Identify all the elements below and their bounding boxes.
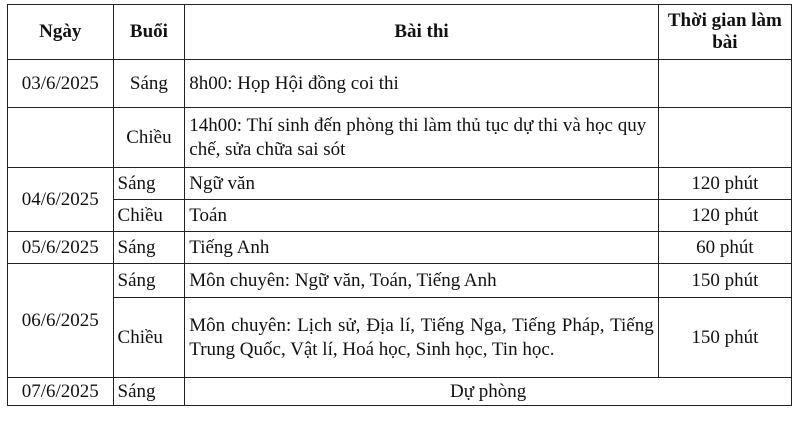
duration-cell bbox=[658, 60, 791, 108]
header-exam: Bài thi bbox=[185, 5, 658, 60]
session-cell: Sáng bbox=[113, 378, 185, 406]
session-cell: Sáng bbox=[113, 264, 185, 298]
header-row bbox=[8, 5, 792, 60]
exam-cell: 14h00: Thí sinh đến phòng thi làm thủ tục dự thi và học quy chế, sửa chữa sai sót bbox=[185, 108, 658, 168]
session-cell: Chiều bbox=[113, 108, 185, 168]
date-cell: 07/6/2025 bbox=[8, 378, 114, 406]
schedule-sheet bbox=[2, 0, 798, 424]
exam-cell: 8h00: Họp Hội đồng coi thi bbox=[185, 60, 658, 108]
table-row bbox=[8, 378, 792, 406]
exam-cell: Ngữ văn bbox=[185, 168, 658, 200]
session-cell: Chiều bbox=[113, 200, 185, 232]
session-cell: Sáng bbox=[113, 232, 185, 264]
table-row bbox=[8, 298, 792, 378]
exam-cell: Môn chuyên: Lịch sử, Địa lí, Tiếng Nga, Tiếng Pháp, Tiếng Trung Quốc, Vật lí, Hoá học, Sinh học, Tin học. bbox=[185, 298, 658, 378]
exam-cell: Toán bbox=[185, 200, 658, 232]
table-row bbox=[8, 200, 792, 232]
duration-cell: 150 phút bbox=[658, 264, 791, 298]
session-cell: Sáng bbox=[113, 168, 185, 200]
header-date: Ngày bbox=[8, 5, 114, 60]
table-row bbox=[8, 264, 792, 298]
header-duration: Thời gian làm bài bbox=[658, 5, 791, 60]
exam-schedule-table bbox=[7, 4, 792, 406]
session-cell: Sáng bbox=[113, 60, 185, 108]
date-cell: 03/6/2025 bbox=[8, 60, 114, 108]
exam-cell: Môn chuyên: Ngữ văn, Toán, Tiếng Anh bbox=[185, 264, 658, 298]
session-cell: Chiều bbox=[113, 298, 185, 378]
table-row bbox=[8, 168, 792, 200]
duration-cell: 120 phút bbox=[658, 200, 791, 232]
duration-cell: 60 phút bbox=[658, 232, 791, 264]
exam-cell: Dự phòng bbox=[185, 378, 792, 406]
date-cell: 06/6/2025 bbox=[8, 264, 114, 378]
table-row bbox=[8, 60, 792, 108]
duration-cell: 120 phút bbox=[658, 168, 791, 200]
date-cell: 04/6/2025 bbox=[8, 168, 114, 232]
exam-cell: Tiếng Anh bbox=[185, 232, 658, 264]
date-cell: 05/6/2025 bbox=[8, 232, 114, 264]
header-session: Buổi bbox=[113, 5, 185, 60]
table-row bbox=[8, 232, 792, 264]
table-row bbox=[8, 108, 792, 168]
date-cell bbox=[8, 108, 114, 168]
duration-cell: 150 phút bbox=[658, 298, 791, 378]
duration-cell bbox=[658, 108, 791, 168]
